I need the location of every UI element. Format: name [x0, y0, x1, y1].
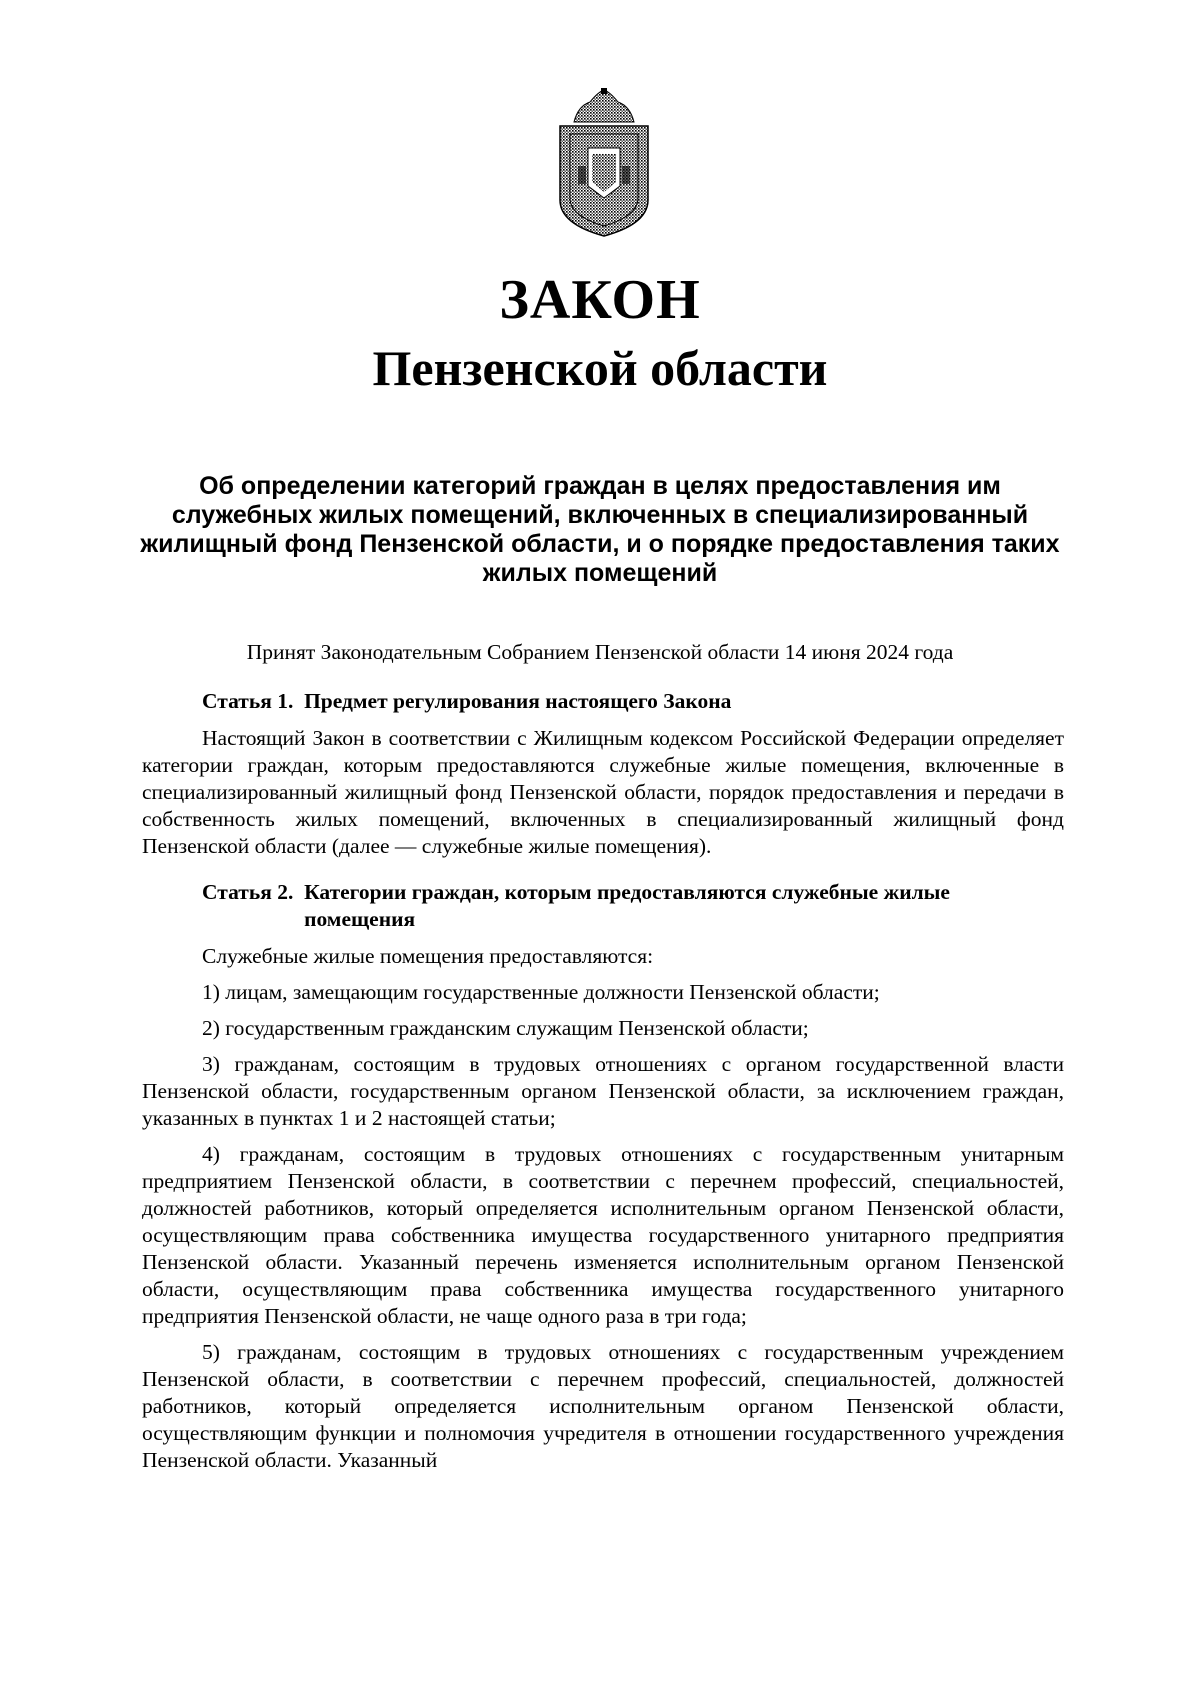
list-item: 2) государственным гражданским служащим Пензенской области;: [202, 1016, 809, 1040]
article-number: Статья 2.: [202, 880, 305, 904]
list-item: 1) лицам, замещающим государственные должности Пензенской области;: [202, 980, 880, 1004]
list-item: 5) гражданам, состоящим в трудовых отношениях с государственным учреждением Пензенской области, в соответствии с перечнем профессий, специальностей, должностей работников, который определяется исполнительным органом Пензенской области, осуществляющим функции и полномочия учредителя в отношении государственного учреждения Пензенской области. Указанный: [142, 1340, 1064, 1472]
article-number: Статья 1.: [202, 689, 305, 713]
coat-of-arms-icon: [548, 88, 660, 238]
article-2-heading: [142, 879, 1064, 933]
law-heading: ЗАКОН: [499, 269, 701, 331]
list-item: 4) гражданам, состоящим в трудовых отношениях с государственным унитарным предприятием Пензенской области, в соответствии с перечнем профессий, специальностей, должностей работников, который определяется исполнительным органом Пензенской области, осуществляющим права собственника имущества государственного унитарного предприятия Пензенской области. Указанный перечень изменяется исполнительным органом Пензенской области, осуществляющим права собственника имущества государственного унитарного предприятия Пензенской области, не чаще одного раза в три года;: [142, 1142, 1064, 1328]
article-title: Категории граждан, которым предоставляются служебные жилые помещения: [304, 880, 950, 931]
list-item: 3) гражданам, состоящим в трудовых отношениях с органом государственной власти Пензенской области, государственным органом Пензенской области, за исключением граждан, указанных в пунктах 1 и 2 настоящей статьи;: [142, 1052, 1064, 1130]
article-title: Предмет регулирования настоящего Закона: [304, 689, 732, 713]
document-body: [142, 688, 1064, 1483]
article-1-heading: [142, 688, 1064, 715]
region-heading: Пензенской области: [372, 340, 828, 396]
law-subject-title: Об определении категорий граждан в целях предоставления им служебных жилых помещений, включенных в специализированный жилищный фонд Пензенской области, и о порядке предоставления таких жилых помещений: [140, 472, 1060, 587]
adoption-note: Принят Законодательным Собранием Пензенской области 14 июня 2024 года: [246, 640, 954, 664]
paragraph: Служебные жилые помещения предоставляются:: [202, 944, 654, 968]
paragraph: Настоящий Закон в соответствии с Жилищным кодексом Российской Федерации определяет категории граждан, которым предоставляются служебные жилые помещения, включенные в специализированный жилищный фонд Пензенской области, порядок предоставления и передачи в собственность жилых помещений, включенных в специализированный жилищный фонд Пензенской области (далее — служебные жилые помещения).: [142, 726, 1064, 858]
